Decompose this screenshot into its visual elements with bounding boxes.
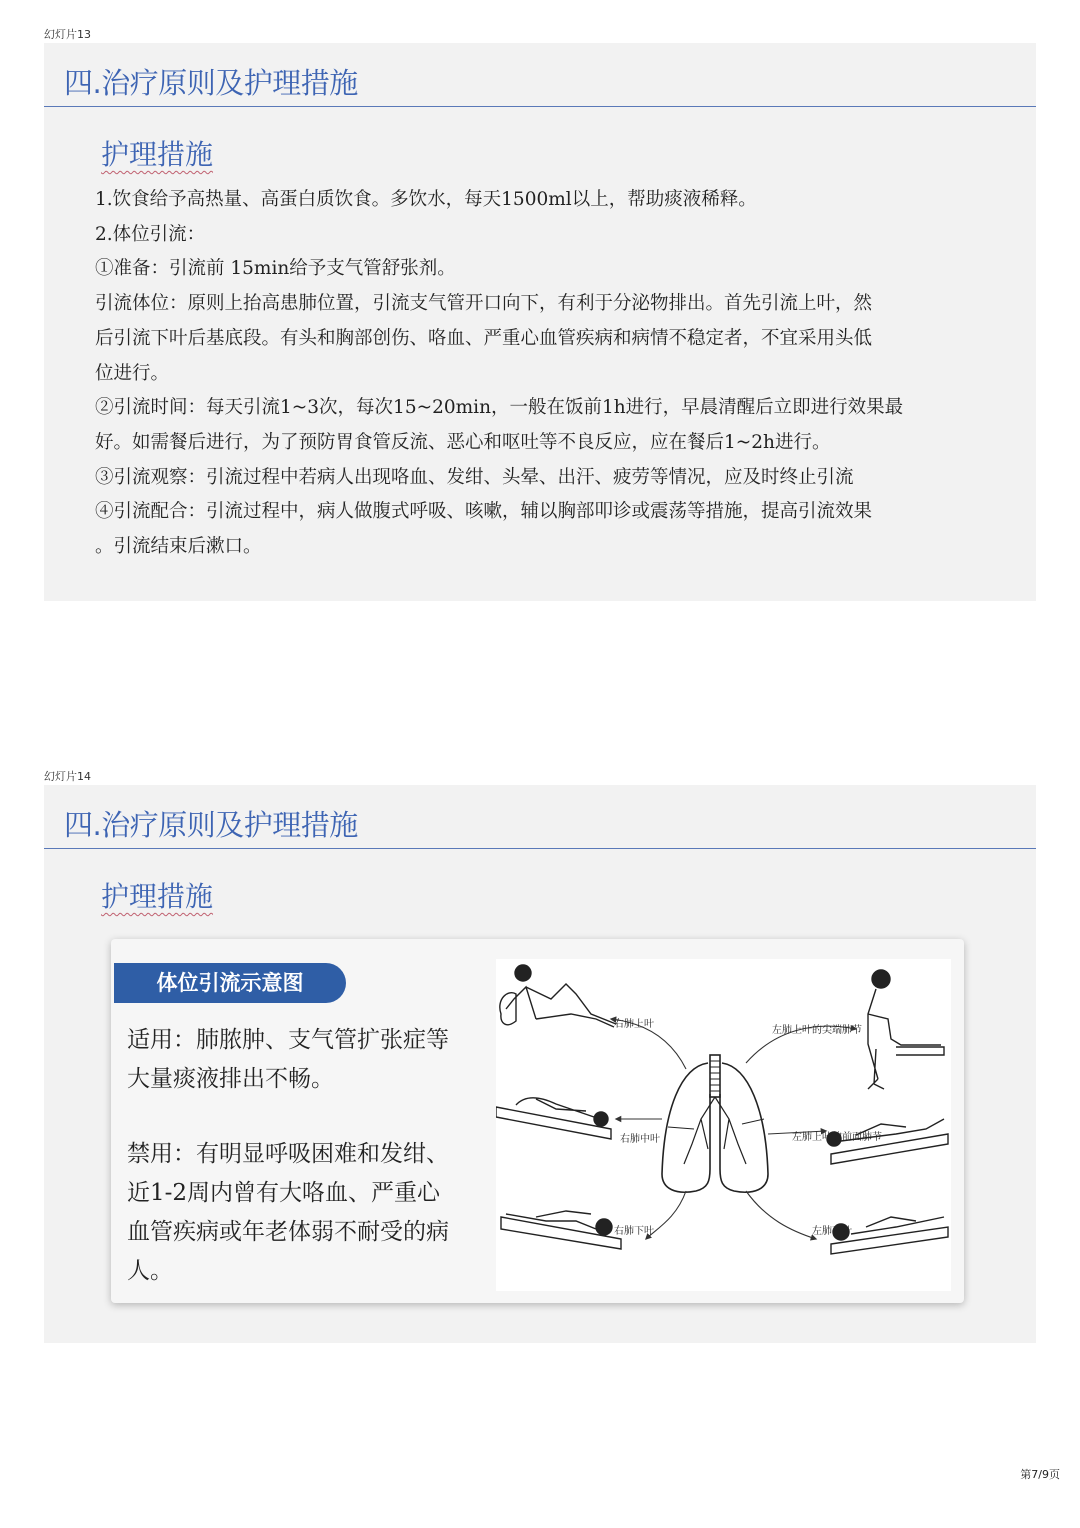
postural-drainage-card <box>111 939 964 1303</box>
lungs-illustration <box>662 1055 768 1192</box>
card-badge: 体位引流示意图 <box>114 963 346 1003</box>
label-right-upper: 右肺上叶 <box>614 1019 654 1030</box>
figure-sitting-reclined <box>500 965 616 1027</box>
text-line: 1.饮食给予高热量、高蛋白质饮食。多饮水，每天1500ml以上，帮助痰液稀释。 <box>95 189 757 210</box>
text-line: 血管疾病或年老体弱不耐受的病 <box>127 1219 449 1245</box>
postural-drainage-diagram <box>496 959 951 1291</box>
text-line: 。引流结束后漱口。 <box>95 536 262 558</box>
figure-prone-right-lower <box>501 1211 621 1249</box>
slide-label: 幻灯片13 <box>44 28 91 41</box>
text-line: 大量痰液排出不畅。 <box>127 1066 334 1092</box>
text-line: ④引流配合：引流过程中，病人做腹式呼吸、咳嗽，辅以胸部叩诊或震荡等措施，提高引流效果 <box>95 501 873 523</box>
text-line: ①准备：引流前 15min给予支气管舒张剂。 <box>95 258 456 280</box>
figure-sitting-upright <box>868 970 944 1089</box>
text-line: 2.体位引流： <box>95 223 206 245</box>
text-line: 禁用：有明显呼吸困难和发绀、 <box>127 1141 449 1167</box>
label-left-lower: 左肺下叶 <box>812 1226 852 1237</box>
text-line: 后引流下叶后基底段。有头和胸部创伤、咯血、严重心血管疾病和病情不稳定者，不宜采用头低 <box>95 327 873 349</box>
text-line: 位进行。 <box>95 362 170 384</box>
indication-text <box>127 1021 477 1099</box>
label-left-anterior: 左肺上叶的前面肺节 <box>792 1132 882 1143</box>
text-line: 引流体位：原则上抬高患肺位置，引流支气管开口向下，有利于分泌物排出。首先引流上叶，然 <box>95 293 873 315</box>
section-subtitle: 护理措施 <box>101 880 214 913</box>
nursing-measures-text <box>95 183 975 565</box>
slide-title: 四.治疗原则及护理措施 <box>64 66 358 100</box>
label-right-lower: 右肺下叶 <box>614 1226 654 1237</box>
text-line: 好。如需餐后进行，为了预防胃食管反流、恶心和呕吐等不良反应，应在餐后1~2h进行。 <box>95 431 831 453</box>
slide-13 <box>44 43 1036 601</box>
text-line: 近1-2周内曾有大咯血、严重心 <box>127 1180 441 1206</box>
label-left-apical: 左肺上叶的尖端肺节 <box>772 1025 862 1036</box>
title-divider <box>44 106 1036 107</box>
contraindication-text <box>127 1135 477 1291</box>
slide-title: 四.治疗原则及护理措施 <box>64 808 358 842</box>
title-divider <box>44 848 1036 849</box>
page-number: 第7/9页 <box>1020 1468 1060 1481</box>
slide-label: 幻灯片14 <box>44 770 91 783</box>
text-line: ③引流观察：引流过程中若病人出现咯血、发绀、头晕、出汗、疲劳等情况，应及时终止引流 <box>95 466 854 488</box>
drainage-arrows <box>611 1019 856 1239</box>
label-right-middle: 右肺中叶 <box>620 1134 660 1145</box>
section-subtitle: 护理措施 <box>101 138 214 171</box>
figure-head-down-middle <box>496 1098 611 1139</box>
text-line: 人。 <box>127 1258 173 1284</box>
text-line: ②引流时间：每天引流1~3次，每次15~20min，一般在饭前1h进行，早晨清醒后立即进行效果最 <box>95 397 904 419</box>
slide-14 <box>44 785 1036 1343</box>
text-line: 适用：肺脓肿、支气管扩张症等 <box>127 1027 449 1053</box>
